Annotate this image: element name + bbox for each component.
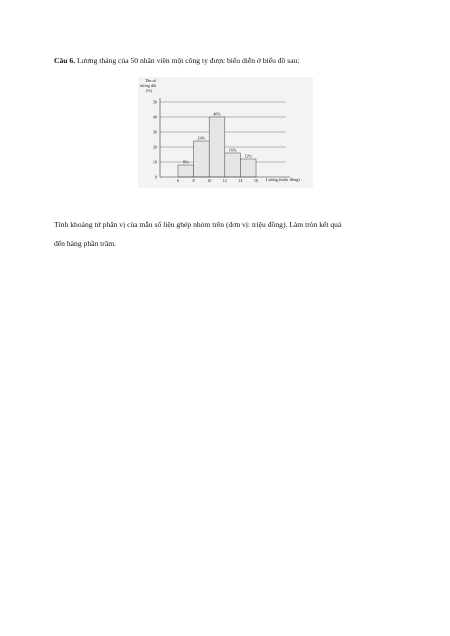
bar-data-label-1: 8% [183, 159, 189, 165]
bar-data-label-5: 12% [244, 153, 253, 159]
x-tick-label-12: 12 [222, 178, 227, 183]
y-tick-label-10: 10 [152, 159, 157, 165]
histogram-chart [138, 77, 313, 188]
y-tick-label-0: 0 [154, 174, 157, 180]
bar-3 [209, 117, 225, 177]
bar-1 [178, 165, 194, 177]
x-axis-title: Lương (triệu đồng) [266, 177, 300, 182]
bar-data-label-2: 24% [197, 135, 206, 141]
y-tick-label-20: 20 [152, 144, 157, 150]
task-line-2: đến hàng phần trăm. [54, 239, 116, 248]
question-number: Câu 6. [54, 56, 76, 65]
x-tick-label-10: 10 [207, 178, 212, 183]
bar-5 [240, 159, 256, 177]
x-tick-label-14: 14 [238, 178, 243, 183]
histogram-svg [138, 77, 313, 188]
x-tick-label-16: 16 [253, 178, 259, 183]
task-text [54, 215, 404, 253]
bar-2 [194, 141, 210, 177]
y-axis-title-line-1: Tần số [145, 78, 157, 83]
y-axis-title-line-2: tương đối [140, 83, 157, 88]
x-tick-label-6: 6 [176, 178, 180, 183]
bar-4 [225, 153, 241, 177]
bar-data-label-3: 40% [213, 111, 221, 117]
y-tick-label-50: 50 [152, 99, 157, 105]
task-line-1: Tính khoảng tứ phân vị của mẫu số liệu ghép nhóm trên (đơn vị: triệu đồng). Làm tròn kết quả [54, 220, 342, 229]
y-tick-label-40: 40 [152, 114, 157, 120]
y-axis-title-line-3: (%) [146, 88, 153, 93]
question-text: Lương tháng của 50 nhân viên một công ty được biểu diễn ở biểu đồ sau: [75, 56, 300, 65]
y-tick-label-30: 30 [152, 129, 157, 135]
question-heading [54, 55, 414, 66]
x-tick-label-8: 8 [192, 178, 195, 183]
bar-data-label-4: 16% [228, 147, 237, 153]
